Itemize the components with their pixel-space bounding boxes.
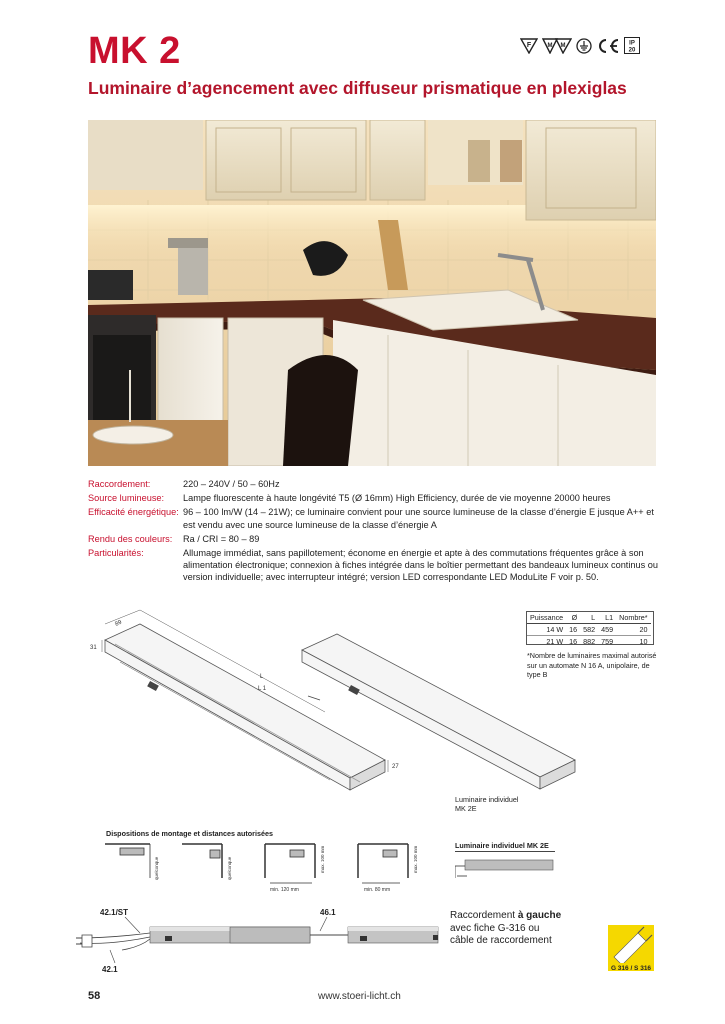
- spec-label: Source lumineuse:: [88, 493, 165, 504]
- connection-text: [450, 910, 561, 948]
- svg-text:20: 20: [628, 47, 636, 54]
- specifications: [88, 478, 668, 586]
- table-cell: 759: [601, 637, 614, 646]
- spec-connection: [88, 478, 668, 490]
- label-421: 42.1: [102, 965, 118, 974]
- MM-mark-icon: [542, 38, 572, 54]
- connection-diagram: [70, 905, 450, 975]
- svg-text:IP: IP: [629, 40, 635, 47]
- table-cell: 16: [569, 637, 578, 646]
- technical-drawing: [70, 600, 590, 820]
- conn-text-line1a: Raccordement: [450, 910, 518, 921]
- mk2e-drawing: [455, 856, 555, 886]
- table-cell: 459: [598, 624, 616, 636]
- table-cell: 20: [616, 624, 650, 636]
- table-row: [527, 636, 651, 648]
- plug-badge-icon: [608, 925, 654, 971]
- spec-features: [88, 547, 668, 584]
- table-header: L: [580, 612, 598, 624]
- spec-value: 96 – 100 lm/W (14 – 21W); ce luminaire convient pour une source lumineuse de la classe d’énergie E jusque A++ et est vendu avec une source lumineuse de la classe d’énergie A: [183, 507, 654, 530]
- table-header: Ø: [566, 612, 580, 624]
- table-cell: 21 W: [546, 637, 564, 646]
- single-luminaire-label: [455, 795, 519, 813]
- spec-label: Particularités:: [88, 548, 144, 559]
- table-cell: 16: [566, 624, 580, 636]
- protective-earth-icon: [576, 38, 592, 54]
- dim-width-label: 89: [114, 619, 123, 628]
- spec-light-source: [88, 492, 668, 504]
- spec-label: Raccordement:: [88, 479, 151, 489]
- dim-L-label: L: [260, 674, 264, 680]
- page-subtitle: Luminaire d’agencement avec diffuseur prismatique en plexiglas: [88, 78, 627, 98]
- spec-color-rendering: [88, 533, 668, 545]
- conn-text-line3: câble de raccordement: [450, 935, 552, 946]
- single-label-line2: MK 2E: [455, 804, 477, 813]
- table-header: Puissance: [527, 612, 566, 624]
- website-url[interactable]: www.stoeri-licht.ch: [318, 991, 401, 1002]
- table-cell: 14 W: [527, 624, 566, 636]
- table-row: [527, 624, 651, 636]
- svg-text:M: M: [547, 42, 553, 49]
- mount-label-max100-1: max. 100 mm: [320, 845, 325, 873]
- conn-text-line2: avec fiche G-316 ou: [450, 922, 540, 934]
- table-cell: 882: [583, 637, 596, 646]
- page-number: 58: [88, 990, 101, 1002]
- dim-height-label: 31: [90, 645, 97, 651]
- spec-value: Allumage immédiat, sans papillotement; économe en énergie et apte à des commutations fréquentes grâce à son alimentation électronique; connexion à fiches intégrée dans le boîtier permettant des bandeaux lumineux continus ou version individuelle; avec interrupteur intégré; version LED correspondante LED ModuLite F voir p. 50.: [183, 548, 658, 583]
- svg-text:F: F: [526, 41, 532, 49]
- mount-label-any-1: quelconque: [154, 856, 159, 880]
- plug-badge-label: G 316 / S 316: [610, 965, 652, 971]
- mk2e-divider: [455, 851, 555, 852]
- IP20-icon: [624, 37, 640, 54]
- label-421st: 42.1/ST: [100, 908, 129, 917]
- page-title: MK 2: [88, 30, 181, 72]
- certification-icons: [520, 37, 640, 54]
- label-461: 46.1: [320, 908, 336, 917]
- mount-label-any-2: quelconque: [227, 856, 232, 880]
- conn-text-line1b: à gauche: [517, 910, 562, 921]
- mount-label-max100-2: max. 100 mm: [413, 845, 418, 873]
- svg-text:M: M: [560, 42, 566, 49]
- mount-label-min120: min. 120 mm: [270, 887, 299, 893]
- mounting-diagrams: [100, 838, 440, 898]
- dim-L1-label: L 1: [258, 686, 267, 692]
- single-label-line1: Luminaire individuel: [455, 795, 519, 804]
- table-cell: 582: [580, 624, 598, 636]
- spec-label: Rendu des couleurs:: [88, 533, 173, 544]
- spec-value: Lampe fluorescente à haute longévité T5 (Ø 16mm) High Efficiency, durée de vie moyenne 20000 heures: [183, 493, 611, 504]
- table-note: *Nombre de luminaires maximal autorisé sur un automate N 16 A, unipolaire, de type B: [527, 651, 657, 679]
- luminaire-row: [150, 927, 438, 943]
- kitchen-photo: [88, 120, 656, 466]
- mounting-title: Dispositions de montage et distances autorisées: [106, 829, 273, 838]
- table-cell: 10: [639, 637, 648, 646]
- table-header: L1: [598, 612, 616, 624]
- spec-label: Efficacité énergétique:: [88, 507, 179, 518]
- dim-27-label: 27: [392, 764, 399, 770]
- table-header: Nombre*: [616, 612, 650, 624]
- mount-label-min80: min. 80 mm: [364, 887, 391, 893]
- spec-value: 220 – 240V / 50 – 60Hz: [183, 479, 280, 489]
- spec-efficiency: [88, 506, 668, 530]
- spec-value: Ra / CRI = 80 – 89: [183, 533, 260, 544]
- mk2e-title: Luminaire individuel MK 2E: [455, 841, 549, 850]
- specs-table: [527, 612, 651, 647]
- F-mark-icon: [520, 38, 538, 54]
- CE-mark-icon: [596, 38, 620, 54]
